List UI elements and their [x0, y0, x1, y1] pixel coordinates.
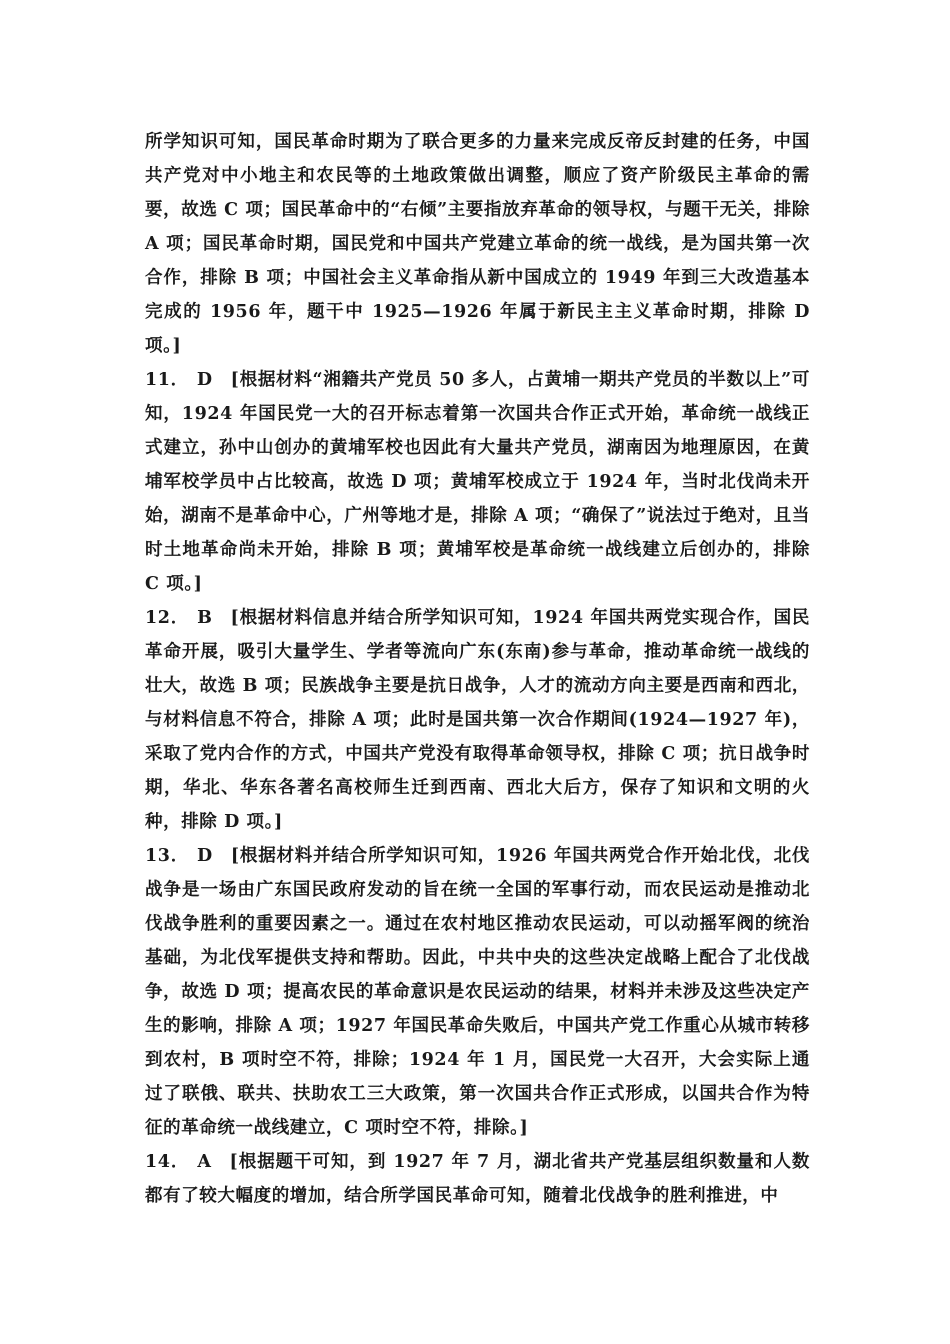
intro-paragraph: 所学知识可知，国民革命时期为了联合更多的力量来完成反帝反封建的任务，中国共产党对中小地主和农民等的土地政策做出调整，顺应了资产阶级民主革命的需要，故选 C 项；国民革命中的“右倾”主要指放弃革命的领导权，与题干无关，排除 A 项；国民革命时期，国民党和中国共产党建立革命的统一战线，是为国共第一次合作，排除 B 项；中国社会主义革命指从新中国成立的 1949 年到三大改造基本完成的 1956 年，题干中 1925—1926 年属于新民主主义革命时期，排除 D 项。]: [145, 132, 810, 356]
document-body: [145, 125, 810, 1213]
answer-number: 13．: [145, 846, 190, 866]
answer-explanation: [根据材料并结合所学知识可知，1926 年国共两党合作开始北伐，北伐战争是一场由广东国民政府发动的旨在统一全国的军事行动，而农民运动是推动北伐战争胜利的重要因素之一。通过在农村地区推动农民运动，可以动摇军阀的统治基础，为北伐军提供支持和帮助。因此，中共中央的这些决定战略上配合了北伐战争，故选 D 项；提高农民的革命意识是农民运动的结果，材料并未涉及这些决定产生的影响，排除 A 项；1927 年国民革命失败后，中国共产党工作重心从城市转移到农村，B 项时空不符，排除；1924 年 1 月，国民党一大召开，大会实际上通过了联俄、联共、扶助农工三大政策，第一次国共合作正式形成，以国共合作为特征的革命统一战线建立，C 项时空不符，排除。]: [145, 846, 810, 1138]
answer-11: [145, 363, 810, 601]
answer-number: 11．: [145, 370, 189, 390]
answer-14: [145, 1145, 810, 1213]
answer-letter: D: [196, 370, 213, 390]
answer-letter: D: [197, 846, 213, 866]
answer-explanation: [根据材料信息并结合所学知识可知，1924 年国共两党实现合作，国民革命开展，吸引大量学生、学者等流向广东(东南)参与革命，推动革命统一战线的壮大，故选 B 项；民族战争主要是抗日战争，人才的流动方向主要是西南和西北，与材料信息不符合，排除 A 项；此时是国共第一次合作期间(1924—1927 年)，采取了党内合作的方式，中国共产党没有取得革命领导权，排除 C 项；抗日战争时期，华北、华东各著名高校师生迁到西南、西北大后方，保存了知识和文明的火种，排除 D 项。]: [145, 608, 810, 832]
answer-explanation: [根据材料“湘籍共产党员 50 多人，占黄埔一期共产党员的半数以上”可知，1924 年国民党一大的召开标志着第一次国共合作正式开始，革命统一战线正式建立，孙中山创办的黄埔军校也因此有大量共产党员，湖南因为地理原因，在黄埔军校学员中占比较高，故选 D 项；黄埔军校成立于 1924 年，当时北伐尚未开始，湖南不是革命中心，广州等地才是，排除 A 项；“确保了”说法过于绝对，且当时土地革命尚未开始，排除 B 项；黄埔军校是革命统一战线建立后创办的，排除 C 项。]: [145, 370, 811, 594]
answer-number: 12．: [145, 608, 190, 628]
answer-letter: A: [197, 1152, 212, 1172]
answer-number: 14．: [145, 1152, 190, 1172]
answer-letter: B: [197, 608, 213, 628]
answer-13: [145, 839, 810, 1145]
answer-12: [145, 601, 810, 839]
answer-explanation: [根据题干可知，到 1927 年 7 月，湖北省共产党基层组织数量和人数都有了较大幅度的增加，结合所学国民革命可知，随着北伐战争的胜利推进，中: [145, 1152, 810, 1206]
